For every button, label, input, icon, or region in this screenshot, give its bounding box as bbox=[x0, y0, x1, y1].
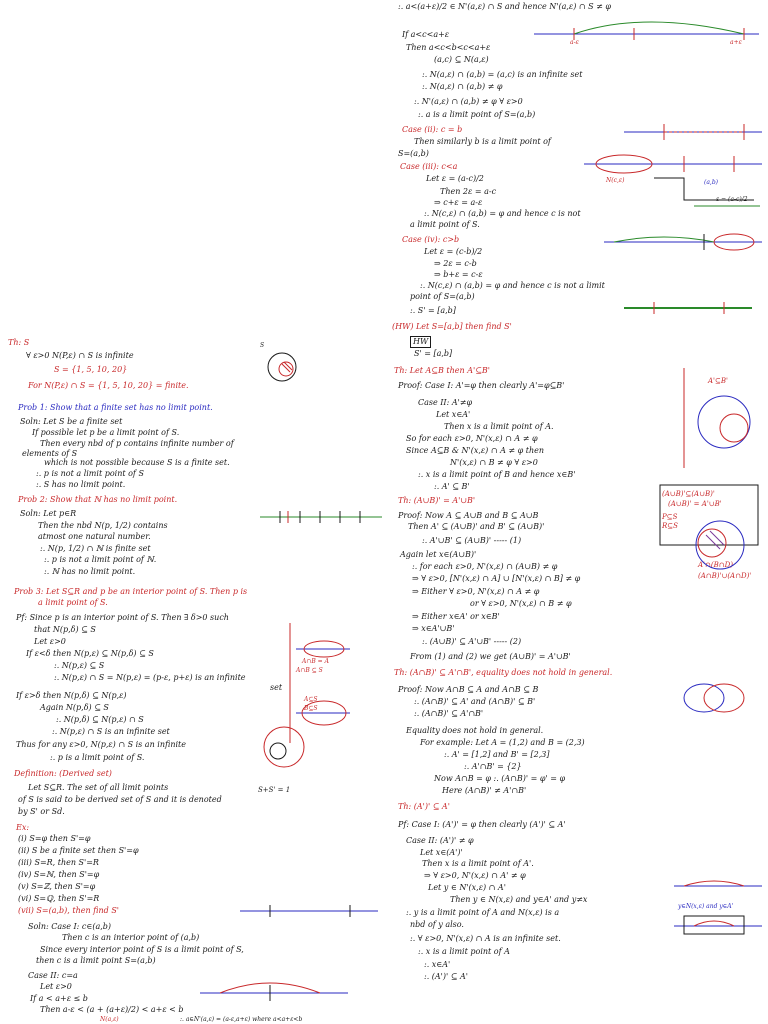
note-line: Then similarly b is a limit point of bbox=[414, 137, 551, 146]
note-line: For N(P,ε) ∩ S = {1, 5, 10, 20} = finite. bbox=[28, 381, 189, 390]
note-line: :. a<(a+ε)/2 ∈ N'(a,ε) ∩ S and hence N'(a,ε) ∩ S ≠ φ bbox=[398, 2, 612, 11]
note-line: Let ε>0 bbox=[34, 637, 66, 646]
note-line: Let S⊆R. The set of all limit points bbox=[28, 783, 169, 792]
homework-box: HW bbox=[410, 336, 431, 348]
number-line-figure bbox=[624, 118, 764, 150]
theorem-heading: Th: (A∩B)' ⊆ A'∩B', equality does not hold in general. bbox=[394, 668, 613, 677]
theorem-heading: Th: (A')' ⊆ A' bbox=[398, 802, 450, 811]
note-line: Proof: Case I: A'=φ then clearly A'=φ⊆B' bbox=[398, 381, 565, 390]
note-line: :. x is a limit point of B and hence x∈B' bbox=[418, 470, 576, 479]
example-item: (iii) S=R, then S'=R bbox=[18, 858, 99, 867]
note-line: Then x is a limit point of A'. bbox=[422, 859, 534, 868]
note-line: Equality does not hold in general. bbox=[406, 726, 544, 735]
note-line: :. N(c,ε) ∩ (a,b) = φ and hence c is not a limit bbox=[420, 281, 605, 290]
margin-note: y∈N(x,ε) and y∈A' bbox=[678, 903, 734, 910]
note-line: Again let x∈(A∪B)' bbox=[400, 550, 477, 559]
margin-note: A⊆S bbox=[304, 696, 318, 703]
figure-label: a+ε bbox=[730, 39, 742, 46]
note-line: set bbox=[270, 683, 283, 692]
note-line: :. y is a limit point of A and N(x,ε) is a bbox=[406, 908, 560, 917]
note-line: Since A⊆B & N'(x,ε) ∩ A ≠ φ then bbox=[406, 446, 545, 455]
margin-note: R⊆S bbox=[662, 522, 678, 530]
note-line: Here (A∩B)' ≠ A'∩B' bbox=[442, 786, 527, 795]
problem-heading: Prob 2: Show that ℕ has no limit point. bbox=[18, 495, 178, 504]
note-line: :. A' = [1,2] and B' = [2,3] bbox=[444, 750, 550, 759]
number-line-figure bbox=[584, 150, 764, 224]
note-line: :. N(c,ε) ∩ (a,b) = φ and hence c is not bbox=[424, 209, 581, 218]
homework-line: (HW) Let S=[a,b] then find S' bbox=[392, 322, 512, 331]
note-line: ⇒ Either x∈A' or x∈B' bbox=[412, 612, 500, 621]
example-item: (vii) S=(a,b), then find S' bbox=[18, 906, 119, 915]
note-line: :. (A∪B)' ⊆ A'∪B' ----- (2) bbox=[422, 637, 522, 646]
margin-note: B⊆S bbox=[304, 705, 318, 712]
margin-note: A'⊆B' bbox=[708, 377, 728, 385]
note-line: Pf: Case I: (A')' = φ then clearly (A')' ⊆ A' bbox=[398, 820, 566, 829]
note-line: If possible let p be a limit point of S. bbox=[32, 428, 180, 437]
number-line-figure bbox=[200, 971, 350, 1015]
note-line: Again N(p,δ) ⊆ S bbox=[40, 703, 109, 712]
example-item: (ii) S be a finite set then S'=φ bbox=[18, 846, 139, 855]
figure-label: S bbox=[260, 342, 265, 349]
note-line: :. N(p,ε) ⊆ S bbox=[54, 661, 105, 670]
problem-heading: a limit point of S. bbox=[38, 598, 108, 607]
note-line: :. x is a limit point of A bbox=[418, 947, 510, 956]
note-line: :. (A')' ⊆ A' bbox=[424, 972, 468, 981]
set-figure bbox=[256, 345, 306, 389]
case-heading: Soln: Case I: c∈(a,b) bbox=[28, 922, 111, 931]
problem-heading: Prob 3: Let S⊆R and p be an interior point of S. Then p is bbox=[14, 587, 248, 596]
note-line: If a<c<a+ε bbox=[402, 30, 450, 39]
note-line: nbd of y also. bbox=[410, 920, 464, 929]
note-line: Since every interior point of S is a limit point of S, bbox=[40, 945, 244, 954]
note-line: Thus for any ε>0, N(p,ε) ∩ S is an infinite bbox=[16, 740, 186, 749]
number-line-figure bbox=[604, 226, 764, 260]
note-line: :. (A∩B)' ⊆ A'∩B' bbox=[414, 709, 484, 718]
note-line: ⇒ b+ε = c-ε bbox=[434, 270, 483, 279]
note-line: :. N(p,δ) ⊆ N(p,ε) ∩ S bbox=[56, 715, 144, 724]
note-line: If ε<δ then N(p,ε) ⊆ N(p,δ) ⊆ S bbox=[26, 649, 154, 658]
note-line: by S' or Sd. bbox=[18, 807, 65, 816]
figure-label: ε = (a-c)/2 bbox=[716, 196, 748, 203]
margin-note: (A∪B)'⊆(A∪B)' bbox=[662, 490, 715, 498]
note-line: :. N(p,ε) ∩ S is an infinite set bbox=[52, 727, 170, 736]
note-line: Then x is a limit point of A. bbox=[444, 422, 554, 431]
note-line: Then the nbd N(p, 1/2) contains bbox=[38, 521, 168, 530]
note-line: then c is a limit point S=(a,b) bbox=[36, 956, 156, 965]
note-line: Proof: Now A ⊆ A∪B and B ⊆ A∪B bbox=[398, 511, 539, 520]
note-line: :. S has no limit point. bbox=[36, 480, 126, 489]
note-line: :. a∈N'(a,ε) = (a-ε,a+ε) where a<a+ε<b bbox=[180, 1016, 303, 1023]
note-line: :. A'∪B' ⊆ (A∪B)' ----- (1) bbox=[422, 536, 522, 545]
note-line: elements of S bbox=[22, 449, 78, 458]
note-line: Let x∈A' bbox=[436, 410, 471, 419]
note-line: Pf: Since p is an interior point of S. Then ∃ δ>0 such bbox=[16, 613, 229, 622]
note-line: of S is said to be derived set of S and it is denoted bbox=[18, 795, 222, 804]
problem-heading: Prob 1: Show that a finite set has no limit point. bbox=[18, 403, 213, 412]
case-heading: Case II: A'≠φ bbox=[418, 398, 473, 407]
note-line: ⇒ ∀ ε>0, N'(x,ε) ∩ A' ≠ φ bbox=[424, 871, 526, 880]
theorem-heading: Th: (A∪B)' = A'∪B' bbox=[398, 496, 476, 505]
note-line: a limit point of S. bbox=[410, 220, 480, 229]
note-line: Then c is an interior point of (a,b) bbox=[62, 933, 200, 942]
margin-note: A'∩(B∩D) bbox=[698, 561, 733, 569]
note-line: Then y ∈ N(x,ε) and y∈A' and y≠x bbox=[450, 895, 588, 904]
closed-interval-figure bbox=[624, 300, 754, 324]
note-line: So for each ε>0, N'(x,ε) ∩ A ≠ φ bbox=[406, 434, 538, 443]
note-line: Let x∈(A')' bbox=[420, 848, 463, 857]
margin-note: S+S' = 1 bbox=[258, 786, 291, 794]
note-line: Let y ∈ N'(x,ε) ∩ A' bbox=[428, 883, 506, 892]
margin-note: A∩B ⊆ S bbox=[296, 667, 323, 674]
neighbourhood-figure bbox=[674, 876, 764, 950]
note-line: Let ε>0 bbox=[40, 982, 72, 991]
note-line: If a < a+ε ≤ b bbox=[30, 994, 88, 1003]
set-figure bbox=[258, 723, 318, 777]
note-line: Soln: Let S be a finite set bbox=[20, 417, 123, 426]
note-line: Then A' ⊆ (A∪B)' and B' ⊆ (A∪B)' bbox=[408, 522, 545, 531]
note-line: Proof: Now A∩B ⊆ A and A∩B ⊆ B bbox=[398, 685, 539, 694]
case-heading: Case II: (A')' ≠ φ bbox=[406, 836, 474, 845]
theorem-heading: Th: S bbox=[8, 338, 30, 347]
note-line: :. N(a,ε) ∩ (a,b) ≠ φ bbox=[422, 82, 503, 91]
note-line: N'(x,ε) ∩ B ≠ φ ∀ ε>0 bbox=[450, 458, 538, 467]
note-line: :. A'∩B' = {2} bbox=[464, 762, 522, 771]
margin-note: (A∩B)'∪(A∩D)' bbox=[698, 572, 752, 580]
note-line: :. p is a limit point of S. bbox=[50, 753, 145, 762]
note-line: From (1) and (2) we get (A∪B)' = A'∪B' bbox=[410, 652, 571, 661]
figure-label: (a,b) bbox=[704, 179, 719, 186]
definition-heading: Definition: (Derived set) bbox=[14, 769, 112, 778]
note-line: ⇒ x∈A'∪B' bbox=[412, 624, 455, 633]
venn-figure bbox=[684, 368, 764, 472]
note-line: :. ℕ has no limit point. bbox=[44, 567, 136, 576]
note-line: (a,c) ⊆ N(a,ε) bbox=[434, 55, 489, 64]
venn-figure bbox=[680, 678, 750, 722]
note-line: For example: Let A = (1,2) and B = (2,3) bbox=[420, 738, 585, 747]
margin-note: A∩B = A bbox=[302, 658, 329, 665]
note-line: point of S=(a,b) bbox=[410, 292, 475, 301]
note-line: which is not possible because S is a finite set. bbox=[44, 458, 230, 467]
case-heading: Case II: c=a bbox=[28, 971, 78, 980]
case-heading: Case (iv): c>b bbox=[402, 235, 460, 244]
theorem-heading: Th: Let A⊆B then A'⊆B' bbox=[394, 366, 490, 375]
note-line: Then a<c<b<c<a+ε bbox=[406, 43, 491, 52]
note-line: ∀ ε>0 N(P,ε) ∩ S is infinite bbox=[26, 351, 134, 360]
note-line: :. (A∩B)' ⊆ A' and (A∩B)' ⊆ B' bbox=[414, 697, 536, 706]
figure-label: N(c,ε) bbox=[606, 177, 625, 184]
note-line: ⇒ c+ε = a-ε bbox=[434, 198, 483, 207]
case-heading: Case (ii): c = b bbox=[402, 125, 463, 134]
note-line: S = {1, 5, 10, 20} bbox=[54, 365, 128, 374]
figure-label: a-ε bbox=[570, 39, 579, 46]
example-item: (i) S=φ then S'=φ bbox=[18, 834, 91, 843]
case-heading: Case (iii): c<a bbox=[400, 162, 458, 171]
note-line: Let ε = (c-b)/2 bbox=[424, 247, 483, 256]
note-line: :. a is a limit point of S=(a,b) bbox=[418, 110, 536, 119]
note-line: :. S' = [a,b] bbox=[410, 306, 456, 315]
example-heading: Ex: bbox=[16, 823, 30, 832]
note-line: Let ε = (a-c)/2 bbox=[426, 174, 484, 183]
margin-note: (A∪B)' = A'∪B' bbox=[668, 500, 722, 508]
note-line: :. N(p, 1/2) ∩ ℕ is finite set bbox=[40, 544, 151, 553]
note-line: Then 2ε = a-c bbox=[440, 187, 497, 196]
note-line: If ε>δ then N(p,δ) ⊆ N(p,ε) bbox=[16, 691, 127, 700]
example-item: (iv) S=ℕ, then S'=φ bbox=[18, 870, 100, 879]
note-line: :. ∀ ε>0, N'(x,ε) ∩ A is an infinite set. bbox=[410, 934, 561, 943]
margin-note: P⊆S bbox=[662, 513, 678, 521]
note-line: ⇒ ∀ ε>0, [N'(x,ε) ∩ A] ∪ [N'(x,ε) ∩ B] ≠ φ bbox=[412, 574, 581, 583]
note-line: :. p is not a limit point of ℕ. bbox=[44, 555, 157, 564]
note-line: or ∀ ε>0, N'(x,ε) ∩ B ≠ φ bbox=[470, 599, 572, 608]
note-line: :. x∈A' bbox=[424, 960, 451, 969]
figure-label: N(a,ε) bbox=[100, 1016, 119, 1023]
note-line: :. N(p,ε) ∩ S = N(p,ε) = (p-ε, p+ε) is an infinite bbox=[54, 673, 246, 682]
example-item: (v) S=ℤ, then S'=φ bbox=[18, 882, 96, 891]
note-line: :. p is not a limit point of S bbox=[36, 469, 144, 478]
number-line-figure bbox=[260, 507, 384, 531]
notes-page-right bbox=[384, 0, 768, 1024]
note-line: that N(p,δ) ⊆ S bbox=[34, 625, 96, 634]
note-line: ⇒ 2ε = c-b bbox=[434, 259, 477, 268]
note-line: :. N(a,ε) ∩ (a,b) = (a,c) is an infinite set bbox=[422, 70, 583, 79]
note-line: S=(a,b) bbox=[398, 149, 429, 158]
example-item: (vi) S=ℚ, then S'=R bbox=[18, 894, 100, 903]
note-line: :. A' ⊆ B' bbox=[434, 482, 470, 491]
note-line: Then a-ε < (a + (a+ε)/2) < a+ε < b bbox=[40, 1005, 184, 1014]
note-line: :. N'(a,ε) ∩ (a,b) ≠ φ ∀ ε>0 bbox=[414, 97, 523, 106]
note-line: :. for each ε>0, N'(x,ε) ∩ (A∪B) ≠ φ bbox=[412, 562, 558, 571]
note-line: ⇒ Either ∀ ε>0, N'(x,ε) ∩ A ≠ φ bbox=[412, 587, 540, 596]
note-line: Now A∩B = φ :. (A∩B)' = φ' = φ bbox=[434, 774, 566, 783]
note-line: atmost one natural number. bbox=[38, 532, 151, 541]
note-line: Then every nbd of p contains infinite number of bbox=[40, 439, 234, 448]
number-line-figure bbox=[240, 901, 380, 925]
note-line: S' = [a,b] bbox=[414, 349, 453, 358]
venn-figure bbox=[660, 485, 760, 609]
notes-page-left bbox=[0, 335, 384, 1024]
note-line: Soln: Let p∈R bbox=[20, 509, 77, 518]
